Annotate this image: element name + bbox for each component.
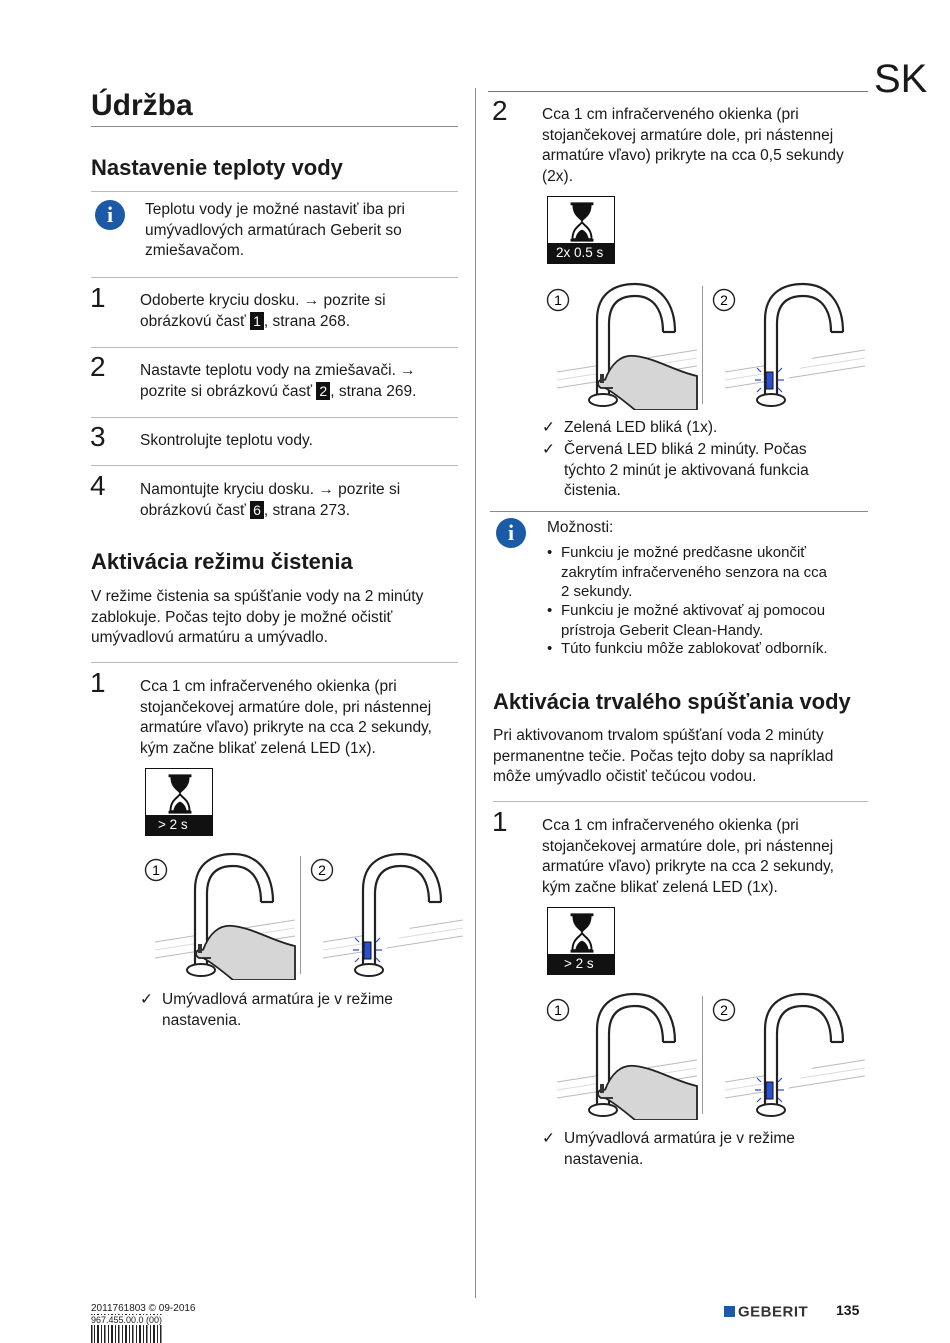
step-line: armatúre vľavo) prikryte na cca 0,5 sekundy [542, 147, 844, 165]
option-line: 2 sekundy. [561, 583, 633, 601]
faucet-led-icon [720, 990, 870, 1120]
doc-code: 2011761803 © 09-2016 [91, 1303, 196, 1314]
step-number: 4 [90, 470, 106, 501]
rule [91, 417, 458, 418]
result-line: týchto 2 minút je aktivovaná funkcia [564, 461, 809, 479]
step-line: Nastavte teplotu vody na zmiešavači. → [140, 362, 416, 379]
section-intro [493, 726, 833, 788]
result-item [140, 990, 460, 1034]
step-line: Skontrolujte teplotu vody. [140, 432, 313, 449]
option-line: prístroja Geberit Clean-Handy. [561, 621, 764, 639]
step-line: armatúre vľavo) prikryte na cca 2 sekundy, [140, 719, 432, 737]
section-heading-cleaning: Aktivácia režimu čistenia [91, 549, 353, 574]
option-line: Funkciu je možné aktivovať aj pomocou [561, 602, 826, 619]
rule [91, 347, 458, 348]
timer-pictogram [547, 196, 615, 264]
figure-ref-badge[interactable]: 2 [316, 382, 330, 400]
bullet-icon: • [547, 602, 553, 619]
step-text [140, 431, 313, 452]
option-item [547, 543, 867, 603]
step-line: Odoberte kryciu dosku. → pozrite si [140, 292, 386, 309]
faucet-hand-icon [150, 850, 300, 980]
step-number: 1 [90, 282, 106, 313]
step-number: 2 [492, 95, 508, 126]
faucet-figure [542, 990, 862, 1125]
info-icon: i [95, 200, 125, 230]
info-line: zmiešavačom. [145, 242, 245, 260]
step-text [140, 677, 432, 760]
step-text [542, 105, 844, 188]
figure-divider [300, 856, 301, 974]
result-line: Umývadlová armatúra je v režime [162, 991, 393, 1008]
intro-line: zablokuje. Počas tejto doby je možné očistiť [91, 608, 393, 626]
result-line: nastavenia. [162, 1011, 242, 1029]
fig-label: 1 [554, 292, 562, 308]
result-line: Zelená LED bliká (1x). [564, 419, 718, 436]
rule [91, 191, 458, 192]
fig-label: 2 [318, 862, 326, 878]
barcode-text: 967.455.00.0 (00) [91, 1315, 163, 1325]
result-line: Umývadlová armatúra je v režime [564, 1130, 795, 1147]
figure-divider [702, 286, 703, 404]
option-line: Túto funkciu môže zablokovať odborník. [561, 640, 828, 657]
step-line: Namontujte kryciu dosku. → pozrite si [140, 481, 401, 498]
page-number: 135 [836, 1302, 860, 1318]
rule [91, 662, 458, 663]
step-line: kým začne blikať zelená LED (1x). [542, 879, 778, 897]
brand-name: GEBERIT [738, 1303, 809, 1321]
intro-line: umývadlovú armatúru a umývadlo. [91, 629, 328, 647]
timer-pictogram [145, 768, 213, 836]
step-line: , strana 269. [330, 382, 417, 400]
section-heading-permanent-flow: Aktivácia trvalého spúšťania vody [493, 689, 851, 714]
step-line: Cca 1 cm infračerveného okienka (pri [542, 817, 799, 834]
step-line: stojančekovej armatúre dole, pri nástennej [140, 698, 432, 716]
result-item [542, 1129, 862, 1173]
rule [91, 465, 458, 466]
info-line: umývadlových armatúrach Geberit so [145, 221, 402, 239]
option-line: zakrytím infračerveného senzora na cca [561, 563, 827, 581]
result-item [542, 418, 862, 440]
intro-line: permanentne tečie. Počas tejto doby sa napríklad [493, 747, 834, 765]
intro-line: V režime čistenia sa spúšťanie vody na 2 minúty [91, 588, 424, 605]
result-line: Červená LED bliká 2 minúty. Počas [564, 441, 807, 458]
step-line: Cca 1 cm infračerveného okienka (pri [542, 106, 799, 123]
info-icon: i [496, 518, 526, 548]
options-title: Možnosti: [547, 519, 614, 536]
step-line: stojančekovej armatúre dole, pri nástennej [542, 837, 834, 855]
step-text [140, 480, 400, 521]
hourglass-icon [562, 912, 602, 954]
faucet-hand-icon [552, 280, 702, 410]
step-line: kým začne blikať zelená LED (1x). [140, 740, 376, 758]
figure-ref-badge[interactable]: 6 [250, 501, 264, 519]
step-number: 3 [90, 421, 106, 452]
option-item [547, 639, 867, 659]
step-number: 2 [90, 351, 106, 382]
check-icon: ✓ [542, 419, 555, 436]
option-line: Funkciu je možné predčasne ukončiť [561, 544, 806, 561]
figure-ref-badge[interactable]: 1 [250, 312, 264, 330]
fig-label: 1 [152, 862, 160, 878]
step-line: , strana 268. [263, 312, 351, 330]
column-divider [475, 88, 476, 1298]
bullet-icon: • [547, 544, 553, 561]
timer-label: 2x 0.5 s [548, 243, 614, 263]
check-icon: ✓ [542, 441, 555, 458]
rule [91, 277, 458, 278]
hourglass-icon [160, 773, 200, 815]
step-number: 1 [90, 667, 106, 698]
options-rule [490, 511, 868, 512]
section-intro [91, 587, 423, 649]
info-line: Teplotu vody je možné nastaviť iba pri [145, 201, 405, 218]
faucet-hand-icon [552, 990, 702, 1120]
step-line: pozrite si obrázkovú časť [140, 382, 313, 400]
title-rule [91, 126, 458, 127]
faucet-led-icon [720, 280, 870, 410]
section-heading-temperature: Nastavenie teploty vody [91, 155, 343, 180]
step-line: obrázkovú časť [140, 501, 246, 519]
bullet-icon: • [547, 640, 553, 657]
rule [493, 801, 868, 802]
faucet-figure [542, 280, 862, 415]
timer-label: > 2 s [146, 815, 212, 835]
fig-label: 2 [720, 1002, 728, 1018]
hourglass-icon [562, 201, 602, 243]
faucet-led-icon [318, 850, 468, 980]
figure-divider [702, 996, 703, 1114]
result-line: čistenia. [564, 482, 621, 500]
step-text [140, 361, 416, 402]
step-line: obrázkovú časť [140, 312, 246, 330]
step-text [542, 816, 834, 899]
step-number: 1 [492, 806, 508, 837]
step-line: stojančekovej armatúre dole, pri nástennej [542, 126, 834, 144]
result-item [542, 440, 862, 504]
step-line: Cca 1 cm infračerveného okienka (pri [140, 678, 397, 695]
brand-square-icon [724, 1306, 735, 1317]
fig-label: 2 [720, 292, 728, 308]
intro-line: Pri aktivovanom trvalom spúšťaní voda 2 minúty [493, 727, 824, 744]
option-item [547, 601, 867, 641]
result-line: nastavenia. [564, 1150, 644, 1168]
timer-label: > 2 s [548, 954, 614, 974]
check-icon: ✓ [140, 991, 153, 1008]
info-text [145, 200, 405, 262]
language-code: SK [874, 57, 928, 101]
timer-pictogram [547, 907, 615, 975]
fig-label: 1 [554, 1002, 562, 1018]
step-line: (2x). [542, 168, 573, 186]
brand-logo [724, 1303, 808, 1321]
step-line: armatúre vľavo) prikryte na cca 2 sekundy, [542, 858, 834, 876]
intro-line: môže umývadlo očistiť tečúcou vodou. [493, 768, 757, 786]
header-rule-right [488, 91, 868, 92]
step-text [140, 291, 386, 332]
step-line: , strana 273. [263, 501, 351, 519]
faucet-figure [140, 850, 460, 985]
check-icon: ✓ [542, 1130, 555, 1147]
page-title: Údržba [91, 89, 193, 122]
